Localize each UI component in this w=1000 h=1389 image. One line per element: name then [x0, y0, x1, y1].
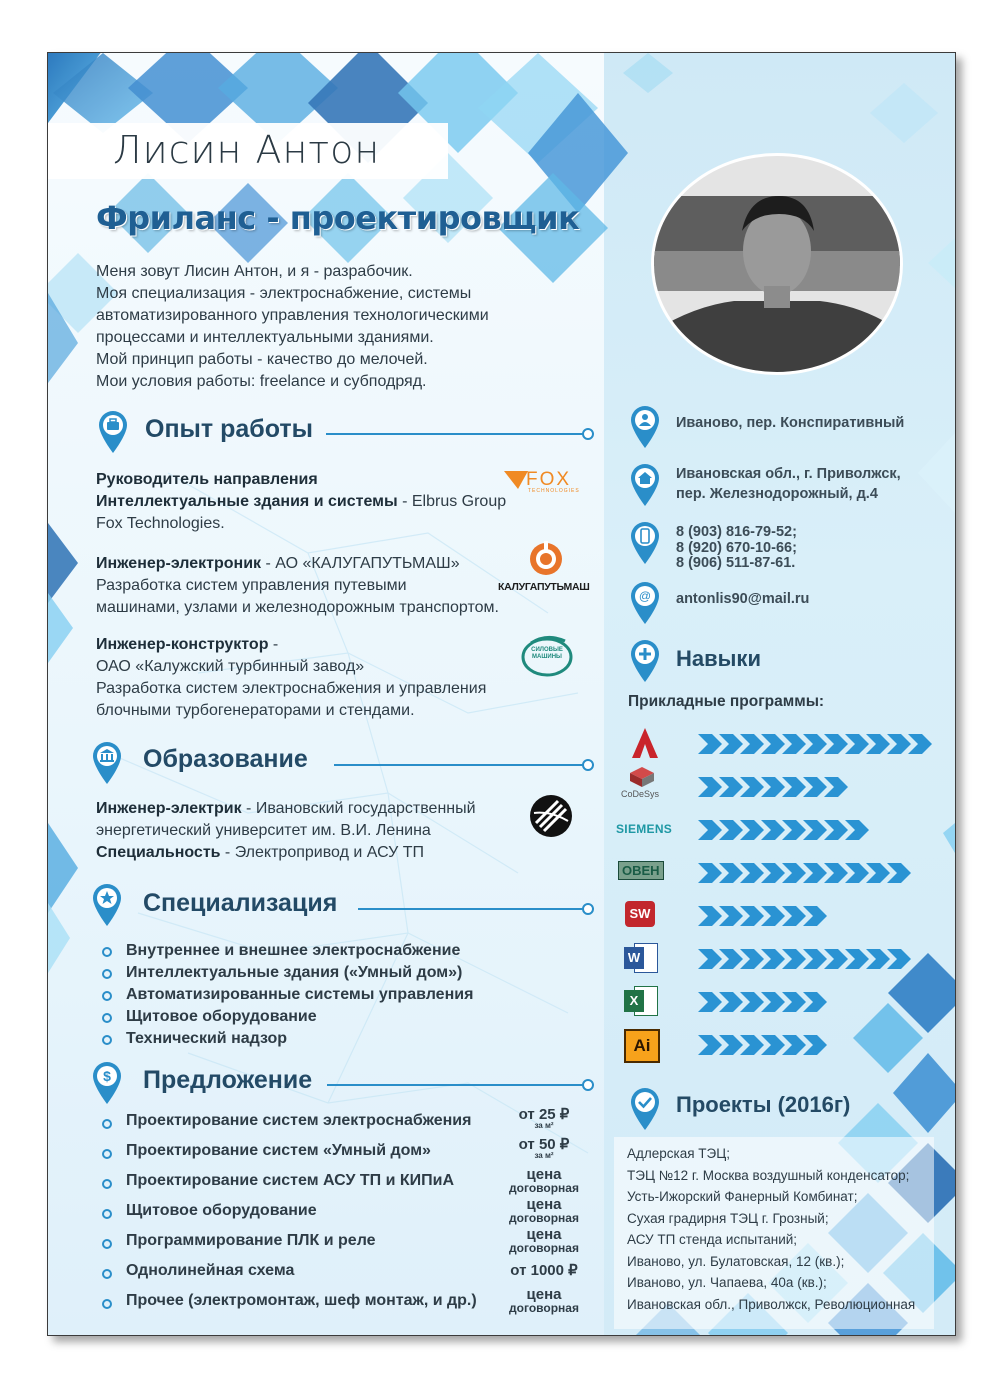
skill-chevron [803, 820, 827, 840]
siemens-logo: SIEMENS [616, 822, 673, 836]
skill-chevron [719, 863, 743, 883]
skill-row-siemens [608, 812, 948, 846]
skill-chevron [866, 863, 890, 883]
education-title: Образование [143, 745, 308, 773]
skill-chevron [761, 820, 785, 840]
list-item: Сухая градирня ТЭЦ г. Грозный; [627, 1210, 829, 1226]
skill-row-excel [608, 984, 948, 1018]
skill-chevron [803, 777, 827, 797]
skill-chevron [698, 949, 722, 969]
skill-chevron [740, 992, 764, 1012]
job-title: Инженер-электроник [96, 555, 262, 572]
skill-chevron [824, 820, 848, 840]
job-entry-3 [96, 634, 486, 722]
skill-chevron [761, 992, 785, 1012]
skills-title: Навыки [676, 646, 761, 671]
skill-chevron [698, 734, 722, 754]
job-detail: ОАО «Калужский турбинный завод» [96, 658, 365, 675]
svg-text:$: $ [103, 1068, 111, 1084]
offer-price: цена договорная [509, 1166, 579, 1195]
list-item: Внутреннее и внешнее электроснабжение [100, 940, 473, 962]
skill-chevron [719, 949, 743, 969]
section-divider-dot [582, 759, 594, 771]
skill-chevron [803, 1035, 827, 1055]
job-detail: машинами, узлами и железнодорожным транспортом. [96, 599, 499, 616]
intro-line: процессами и интеллектуальными зданиями. [96, 329, 434, 346]
specialization-list [100, 940, 473, 1050]
skill-chevron [824, 734, 848, 754]
job-detail: блочными турбогенераторами и стендами. [96, 702, 415, 719]
intro-line: Меня зовут Лисин Антон, и я - разрабочик. [96, 263, 413, 280]
skill-chevron [782, 734, 806, 754]
skill-chevron [761, 863, 785, 883]
list-item: Усть-Ижорский Фанерный Комбинат; [627, 1189, 858, 1204]
list-item: АСУ ТП стенда испытаний; [627, 1232, 798, 1247]
list-item: Технический надзор [100, 1028, 473, 1050]
skill-chevron [761, 777, 785, 797]
skill-chevron [761, 1035, 785, 1055]
skill-chevron [887, 734, 911, 754]
offer-item [100, 1196, 590, 1229]
fox-technologies-logo: FOX TECHNOLOGIES [504, 471, 584, 495]
skill-chevron [782, 863, 806, 883]
silovye-mashiny-logo: СИЛОВЫЕ МАШИНЫ [521, 633, 573, 677]
email-pin-icon [628, 579, 662, 625]
list-item: Интеллектуальные здания («Умный дом») [100, 962, 473, 984]
skill-chevron [740, 1035, 764, 1055]
specialization-title: Специализация [143, 889, 338, 917]
experience-title: Опыт работы [145, 415, 313, 443]
phone-pin-icon [628, 519, 662, 565]
skill-chevron [698, 992, 722, 1012]
list-item: Ивановская обл., Приволжск, Революционная [627, 1296, 916, 1312]
job-role-title: Фриланс - проектировщик [96, 199, 580, 237]
intro-line: Мои условия работы: freelance и субподряд. [96, 373, 427, 390]
section-divider [327, 1084, 584, 1086]
word-logo: W [612, 941, 678, 975]
skill-chevron [719, 906, 743, 926]
skill-chevron [782, 820, 806, 840]
illustrator-logo: Ai [612, 1027, 678, 1061]
skill-chevron [845, 734, 869, 754]
job-entry-1 [96, 469, 506, 535]
section-divider-dot [582, 428, 594, 440]
offer-name: Проектирование систем «Умный дом» [126, 1142, 431, 1159]
skill-chevron [719, 992, 743, 1012]
list-item: Иваново, ул. Булатовская, 12 (кв.); [627, 1253, 845, 1269]
skill-chevron [887, 949, 911, 969]
contact-email[interactable]: antonlis90@mail.ru [676, 591, 810, 607]
job-company-bold: Интеллектуальные здания и системы [96, 493, 398, 510]
skill-chevron [845, 949, 869, 969]
specialty-value: - Электропривод и АСУ ТП [220, 844, 424, 861]
section-divider-dot [582, 903, 594, 915]
svg-text:@: @ [638, 589, 652, 603]
skill-chevron [803, 992, 827, 1012]
intro-line: Моя специализация - электроснабжение, системы [96, 285, 472, 302]
skill-chevron [824, 949, 848, 969]
skill-chevron [824, 777, 848, 797]
skill-chevron [887, 863, 911, 883]
offer-price: от 25 ₽ за м² [518, 1106, 570, 1130]
list-item: Адлерская ТЭЦ; [627, 1146, 730, 1161]
section-divider [334, 764, 584, 766]
offer-item [100, 1106, 590, 1139]
projects-title: Проекты (2016г) [676, 1092, 851, 1117]
plus-pin-icon [628, 637, 662, 683]
skill-chevron [845, 820, 869, 840]
skill-chevron [908, 734, 932, 754]
dollar-pin-icon [90, 1059, 124, 1105]
education-entry [96, 798, 476, 864]
offer-price: цена договорная [509, 1286, 579, 1315]
skill-chevron [761, 949, 785, 969]
check-pin-icon [628, 1085, 662, 1131]
skill-row-word [608, 941, 948, 975]
skill-chevron [719, 1035, 743, 1055]
offer-item [100, 1226, 590, 1259]
projects-list [627, 1143, 915, 1315]
intro-text [96, 261, 489, 393]
skill-chevron [740, 949, 764, 969]
university-name-cont: энергетический университет им. В.И. Ленина [96, 822, 431, 839]
section-divider-dot [582, 1079, 594, 1091]
autocad-logo-icon [612, 726, 678, 760]
codesys-logo: CoDeSys [612, 769, 678, 803]
skill-level-bar [698, 992, 827, 1012]
list-item: Иваново, ул. Чапаева, 40а (кв.); [627, 1275, 827, 1290]
skill-level-bar [698, 1035, 827, 1055]
skill-chevron [698, 906, 722, 926]
briefcase-pin-icon [96, 408, 130, 454]
job-detail: Разработка систем электроснабжения и управления [96, 680, 487, 697]
skills-subtitle: Прикладные программы: [628, 693, 825, 710]
contact-address: Ивановская обл., г. Приволжск, пер. Железнодорожный, д.4 [676, 466, 901, 502]
skill-chevron [782, 1035, 806, 1055]
section-divider [358, 908, 584, 910]
skill-chevron [719, 734, 743, 754]
job-company: - Elbrus Group [397, 493, 507, 510]
contact-phones: 8 (903) 816-79-52; 8 (920) 670-10-66; 8 (906) 511-87-61. [676, 524, 797, 571]
skill-chevron [740, 863, 764, 883]
intro-line: автоматизированного управления технологическими [96, 307, 489, 324]
person-pin-icon [628, 403, 662, 449]
skill-chevron [803, 906, 827, 926]
contact-location: Иваново, пер. Конспиративный [676, 415, 905, 431]
degree-title: Инженер-электрик [96, 800, 242, 817]
skill-row-codesys [608, 769, 948, 803]
offer-name: Однолинейная схема [126, 1262, 295, 1279]
oven-logo: ОВЕН [612, 855, 678, 889]
job-title: Инженер-конструктор [96, 636, 269, 653]
offer-item [100, 1259, 590, 1289]
university-logo [528, 793, 574, 839]
list-item: Щитовое оборудование [100, 1006, 473, 1028]
offer-name: Щитовое оборудование [126, 1202, 317, 1219]
job-company: - АО «КАЛУГАПУТЬМАШ» [261, 555, 460, 572]
resume-page [47, 52, 956, 1336]
skill-chevron [782, 949, 806, 969]
skill-chevron [803, 734, 827, 754]
offer-item [100, 1166, 590, 1199]
skill-chevron [782, 906, 806, 926]
skill-chevron [803, 863, 827, 883]
job-detail: Разработка систем управления путевыми [96, 577, 407, 594]
skill-chevron [740, 734, 764, 754]
skill-level-bar [698, 734, 932, 754]
skill-chevron [866, 949, 890, 969]
offer-name: Программирование ПЛК и реле [126, 1232, 376, 1249]
skill-chevron [698, 820, 722, 840]
kalugaputmash-logo: КАЛУГАПУТЬМАШ [498, 541, 598, 597]
job-company: - [268, 636, 279, 653]
list-item: Автоматизированные системы управления [100, 984, 473, 1006]
skill-level-bar [698, 949, 911, 969]
skill-chevron [740, 906, 764, 926]
skill-chevron [698, 863, 722, 883]
job-entry-2 [96, 553, 499, 619]
offer-item [100, 1136, 590, 1169]
person-name: Лисин Антон [113, 128, 381, 172]
offer-name: Прочее (электромонтаж, шеф монтаж, и др.) [126, 1292, 477, 1309]
skill-chevron [698, 777, 722, 797]
skill-chevron [740, 777, 764, 797]
skill-level-bar [698, 906, 827, 926]
list-item: ТЭЦ №12 г. Москва воздушный конденсатор; [627, 1167, 910, 1183]
skill-chevron [782, 777, 806, 797]
skill-row-autocad [608, 726, 948, 760]
skill-chevron [866, 734, 890, 754]
offer-price: цена договорная [509, 1196, 579, 1225]
intro-line: Мой принцип работы - качество до мелочей. [96, 351, 428, 368]
skill-chevron [698, 1035, 722, 1055]
university-name: - Ивановский государственный [241, 800, 476, 817]
offer-price: цена договорная [509, 1226, 579, 1255]
university-pin-icon [90, 739, 124, 785]
star-pin-icon [90, 881, 124, 927]
skill-chevron [719, 777, 743, 797]
skill-chevron [845, 863, 869, 883]
skill-row-illustrator [608, 1027, 948, 1061]
specialty-label: Специальность [96, 844, 221, 861]
offer-name: Проектирование систем АСУ ТП и КИПиА [126, 1172, 455, 1189]
profile-photo [651, 153, 903, 375]
offer-title: Предложение [143, 1066, 313, 1094]
skill-level-bar [698, 863, 911, 883]
section-divider [326, 433, 584, 435]
job-title: Руководитель направления [96, 471, 318, 488]
offer-item [100, 1286, 590, 1319]
skill-row-solidworks [608, 898, 948, 932]
skill-level-bar [698, 777, 848, 797]
offer-price: от 1000 ₽ [510, 1262, 578, 1279]
skill-chevron [761, 906, 785, 926]
excel-logo: X [612, 984, 678, 1018]
skill-row-oven [608, 855, 948, 889]
skill-chevron [782, 992, 806, 1012]
offer-name: Проектирование систем электроснабжения [126, 1112, 472, 1129]
skill-chevron [761, 734, 785, 754]
skill-chevron [740, 820, 764, 840]
offer-price: от 50 ₽ за м² [518, 1136, 570, 1160]
skill-level-bar [698, 820, 869, 840]
skill-chevron [719, 820, 743, 840]
home-pin-icon [628, 461, 662, 507]
job-detail: Fox Technologies. [96, 515, 225, 532]
skill-chevron [803, 949, 827, 969]
solidworks-logo: SW [612, 898, 678, 932]
skill-chevron [824, 863, 848, 883]
